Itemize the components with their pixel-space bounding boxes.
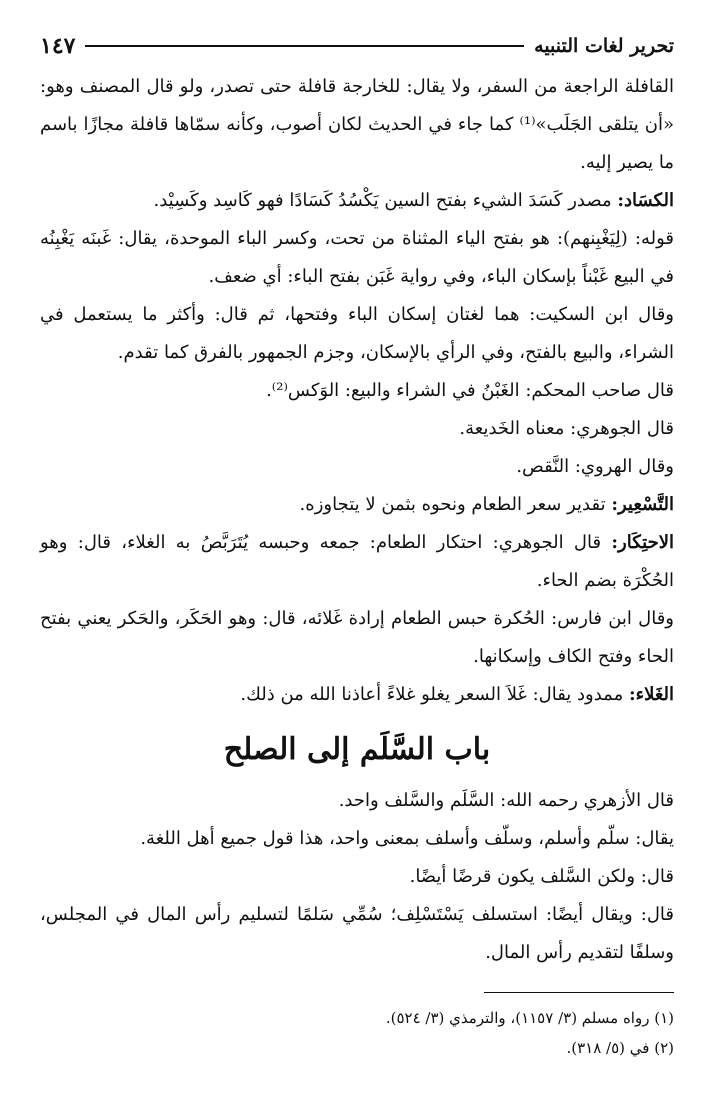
paragraph-jawhari: قال الجوهري: معناه الخَديعة. <box>459 418 674 439</box>
entry-ihtikar <box>40 524 674 600</box>
entry-text-ihtikar: قال الجوهري: احتكار الطعام: جمعه وحبسه يُتَرَبَّصُ به الغلاء، قال: وهو الحُكْرَة بضم الحاء. <box>40 532 674 591</box>
footnotes <box>40 1003 674 1063</box>
paragraph-ibn-faris: وقال ابن فارس: الحُكرة حبس الطعام إرادة غَلائه، قال: وهو الحَكَر، والحَكر يعني بفتح الحاء وفتح الكاف وإسكانها. <box>40 608 674 667</box>
header-rule <box>85 45 524 47</box>
paragraph-azhari: قال الأزهري رحمه الله: السَّلَم والسَّلف واحد. <box>338 790 674 811</box>
running-header <box>40 30 674 62</box>
paragraph-istaslaf: قال: ويقال أيضًا: استسلف يَسْتَسْلِف؛ سُمِّي سَلمًا لتسليم رأس المال في المجلس، وسلفًا لتقديم رأس المال. <box>40 904 674 963</box>
entry-term-kasad: الكسَاد: <box>617 190 674 211</box>
main-text <box>40 68 674 972</box>
entry-tasir <box>40 486 674 524</box>
book-page <box>40 30 674 1063</box>
paragraph-qafila: القافلة الراجعة من السفر، ولا يقال: للخارجة قافلة حتى تصدر، ولو قال المصنف وهو: «أن يتلقى الجَلَب»⁽¹⁾ كما جاء في الحديث لكان أصوب، وكأنه سمّاها قافلة مجازًا باسم ما يصير إليه. <box>40 76 674 173</box>
entry-text-ghala: ممدود يقال: غَلاَ السعر يغلو غلاءً أعاذنا الله من ذلك. <box>240 684 624 705</box>
entry-ghala <box>40 676 674 714</box>
paragraph-yaghbinahum: قوله: (لِيَغْبِنهم): هو بفتح الياء المثناة من تحت، وكسر الباء الموحدة، يقال: غَبنَه يَغْبِنُه في البيع غَبْناً بإسكان الباء، وفي رواية غَبَن بفتح الباء: أي ضعف. <box>40 228 674 287</box>
page-number: ١٤٧ <box>40 33 76 59</box>
footnote-2: (٢) في (٥/ ٣١٨). <box>566 1039 674 1057</box>
entry-text-tasir: تقدير سعر الطعام ونحوه بثمن لا يتجاوزه. <box>299 494 606 515</box>
paragraph-yuqal: يقال: سلّم وأسلم، وسلّف وأسلف بمعنى واحد، هذا قول جميع أهل اللغة. <box>140 828 674 849</box>
entry-term-tasir: التَّسْعِير: <box>611 494 674 515</box>
paragraph-harawi: وقال الهروي: النَّقص. <box>516 456 674 477</box>
entry-term-ghala: الغَلاء: <box>628 684 674 705</box>
paragraph-ibn-sikkit: وقال ابن السكيت: هما لغتان إسكان الباء وفتحها، ثم قال: وأكثر ما يستعمل في الشراء، والبيع بالفتح، وفي الرأي بالإسكان، وجزم الجمهور بالفرق كما تقدم. <box>40 304 674 363</box>
running-title: تحرير لغات التنبيه <box>534 35 674 57</box>
entry-text-kasad: مصدر كَسَدَ الشيء بفتح السين يَكْسُدُ كَسَادًا فهو كَاسِد وكَسِيْد. <box>153 190 612 211</box>
footnote-separator <box>484 992 674 993</box>
paragraph-muhkam: قال صاحب المحكم: الغَبْنُ في الشراء والبيع: الوَكس⁽²⁾. <box>266 380 674 401</box>
entry-term-ihtikar: الاحتِكَار: <box>611 532 674 553</box>
paragraph-qard: قال: ولكن السَّلف يكون قرضًا أيضًا. <box>409 866 674 887</box>
entry-kasad <box>40 182 674 220</box>
footnote-1: (١) رواه مسلم (٣/ ١١٥٧)، والترمذي (٣/ ٥٢٤). <box>385 1009 674 1027</box>
section-heading: باب السَّلَم إلى الصلح <box>223 732 491 767</box>
